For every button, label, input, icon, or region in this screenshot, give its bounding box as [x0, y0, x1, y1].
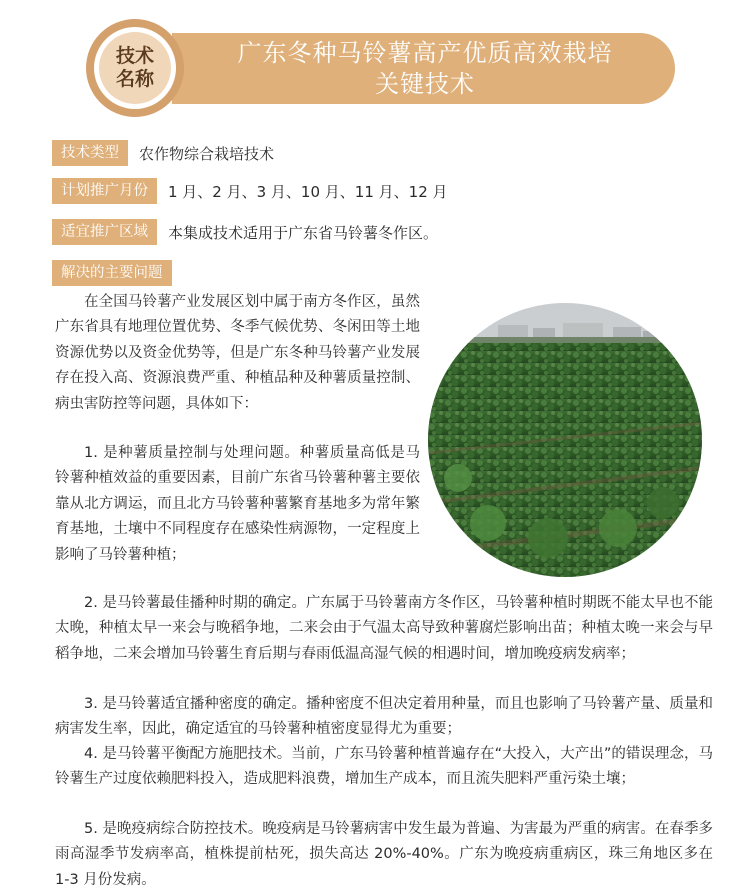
field-value: 1 月、2 月、3 月、10 月、11 月、12 月	[168, 182, 448, 201]
field-region	[52, 218, 438, 246]
problem-item-2: 2. 是马铃薯最佳播种时期的确定。广东属于马铃薯南方冬作区，马铃薯种植时期既不能太早也不能太晚，种植太早一来会与晚稻争地，二来会由于气温太高导致种薯腐烂影响出苗；种植太晚一来会与早稻争地，二来会增加马铃薯生育后期与春雨低温高湿气候的相遇时间，增加晚疫病发病率；	[55, 595, 713, 662]
badge-line-1: 技术	[115, 45, 154, 67]
field-value: 本集成技术适用于广东省马铃薯冬作区。	[168, 223, 439, 242]
section-heading	[52, 260, 172, 286]
title-line-1: 广东冬种马铃薯高产优质高效栽培	[237, 38, 613, 67]
potato-field-photo	[428, 303, 702, 577]
problem-item-1: 1. 是种薯质量控制与处理问题。种薯质量高低是马铃薯种植效益的重要因素，目前广东省马铃薯种薯主要依靠从北方调运，而且北方马铃薯种薯繁育基地多为常年繁育基地，土壤中不同程度存在感染性病源物，一定程度上影响了马铃薯种植；	[55, 445, 420, 563]
problem-item-4: 4. 是马铃薯平衡配方施肥技术。当前，广东马铃薯种植普遍存在“大投入，大产出”的错误理念，马铃薯生产过度依赖肥料投入，造成肥料浪费，增加生产成本，而且流失肥料严重污染土壤；	[55, 746, 713, 788]
field-label: 适宜推广区域	[52, 219, 157, 245]
badge-line-2: 名称	[115, 68, 154, 90]
intro-paragraph: 在全国马铃薯产业发展区划中属于南方冬作区，虽然广东省具有地理位置优势、冬季气候优势、冬闲田等土地资源优势以及资金优势等，但是广东冬种马铃薯产业发展存在投入高、资源浪费严重、种植品种及种薯质量控制、病虫害防控等问题，具体如下：	[55, 294, 420, 412]
tech-name-badge	[99, 32, 171, 104]
field-value: 农作物综合栽培技术	[139, 144, 275, 163]
title-line-2: 关键技术	[375, 69, 475, 98]
field-label: 计划推广月份	[52, 178, 157, 204]
field-months	[52, 177, 448, 205]
problem-item-3: 3. 是马铃薯适宜播种密度的确定。播种密度不但决定着用种量，而且也影响了马铃薯产量、质量和病害发生率，因此，确定适宜的马铃薯种植密度显得尤为重要；	[55, 696, 713, 738]
field-label: 技术类型	[52, 140, 128, 166]
page-title	[190, 33, 660, 104]
section-label: 解决的主要问题	[52, 260, 172, 286]
problem-item-5: 5. 是晚疫病综合防控技术。晚疫病是马铃薯病害中发生最为普遍、为害最为严重的病害。在春季多雨高湿季节发病率高，植株提前枯死，损失高达 20%-40%。广东为晚疫病重病区，珠三角地区多在 1-3 月份发病。	[55, 821, 713, 888]
field-tech-type	[52, 139, 274, 167]
